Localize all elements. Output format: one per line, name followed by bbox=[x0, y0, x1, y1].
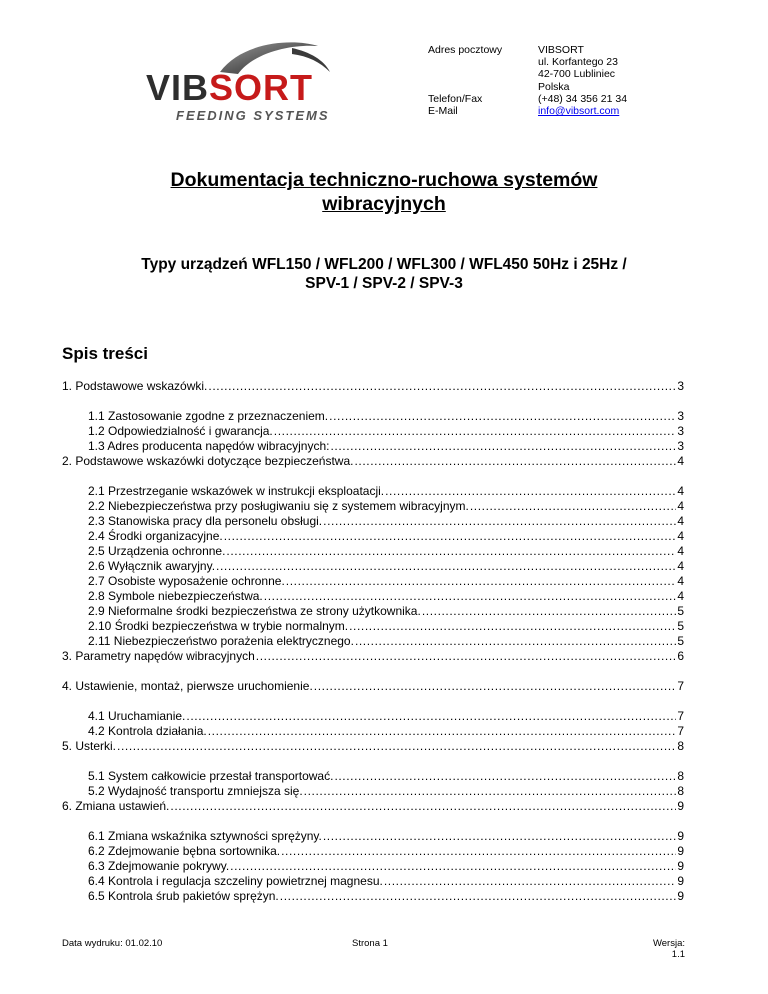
toc-entry[interactable] bbox=[88, 859, 684, 874]
toc-entry[interactable] bbox=[88, 874, 684, 889]
document-title bbox=[80, 168, 688, 216]
toc-entry-page: 4 bbox=[677, 454, 684, 468]
toc-entry-page: 4 bbox=[677, 529, 684, 543]
toc-entry-page: 4 bbox=[677, 499, 684, 513]
toc-entry-page: 4 bbox=[677, 589, 684, 603]
toc-entry-page: 7 bbox=[677, 709, 684, 723]
toc-entry-title: 6.2 Zdejmowanie bębna sortownika. bbox=[88, 844, 281, 858]
toc-entry-title: 3. Parametry napędów wibracyjnych bbox=[62, 649, 255, 663]
toc-entry-page: 3 bbox=[677, 424, 684, 438]
toc-entry-title: 2.6 Wyłącznik awaryjny. bbox=[88, 559, 216, 573]
toc-entry[interactable] bbox=[62, 739, 684, 754]
toc-entry[interactable] bbox=[88, 634, 684, 649]
subtitle-line: SPV-1 / SPV-2 / SPV-3 bbox=[305, 275, 463, 292]
address-line: ul. Korfantego 23 bbox=[538, 56, 618, 69]
toc-entry[interactable] bbox=[62, 679, 684, 694]
toc-entry[interactable] bbox=[88, 499, 684, 514]
toc-entry[interactable] bbox=[88, 574, 684, 589]
footer-page-number: Strona 1 bbox=[352, 938, 388, 949]
toc-entry[interactable] bbox=[88, 889, 684, 904]
toc-entry-page: 9 bbox=[677, 874, 684, 888]
toc-entry-page: 4 bbox=[677, 574, 684, 588]
toc-entry-title: 6. Zmiana ustawień. bbox=[62, 799, 170, 813]
logo-brand: VIBSORT bbox=[146, 67, 314, 108]
toc-entry-title: 6.3 Zdejmowanie pokrywy. bbox=[88, 859, 230, 873]
toc-entry[interactable] bbox=[88, 844, 684, 859]
toc-entry-page: 4 bbox=[677, 559, 684, 573]
toc-entry[interactable] bbox=[88, 544, 684, 559]
toc-entry-title: 1. Podstawowe wskazówki. bbox=[62, 379, 208, 393]
toc-entry-page: 7 bbox=[677, 679, 684, 693]
email-link[interactable]: info@vibsort.com bbox=[538, 105, 620, 118]
toc-entry-page: 7 bbox=[677, 724, 684, 738]
email-label: E-Mail bbox=[428, 105, 458, 117]
toc-entry[interactable] bbox=[88, 439, 684, 454]
toc-entry-page: 3 bbox=[677, 439, 684, 453]
logo-tagline: FEEDING SYSTEMS bbox=[176, 108, 330, 123]
toc-entry-title: 2.2 Niebezpieczeństwa przy posługiwaniu się z systemem wibracyjnym. bbox=[88, 499, 469, 513]
address-line: VIBSORT bbox=[538, 44, 584, 56]
toc-entry-title: 4.1 Uruchamianie. bbox=[88, 709, 186, 723]
toc-entry-title: 2.10 Środki bezpieczeństwa w trybie normalnym. bbox=[88, 619, 349, 633]
toc-entry-page: 4 bbox=[677, 484, 684, 498]
address-block bbox=[538, 44, 627, 117]
toc-entry-title: 5. Usterki. bbox=[62, 739, 117, 753]
address-label: Adres pocztowy bbox=[428, 44, 503, 56]
toc-entry[interactable] bbox=[88, 604, 684, 619]
toc-entry-page: 4 bbox=[677, 514, 684, 528]
toc-entry-title: 1.2 Odpowiedzialność i gwarancja. bbox=[88, 424, 273, 438]
toc-entry-page: 5 bbox=[677, 619, 684, 633]
toc-entry-title: 1.3 Adres producenta napędów wibracyjnych: bbox=[88, 439, 330, 453]
toc-entry-title: 2.5 Urządzenia ochronne. bbox=[88, 544, 226, 558]
vibsort-logo bbox=[142, 38, 356, 130]
toc-entry-title: 2.8 Symbole niebezpieczeństwa. bbox=[88, 589, 263, 603]
toc-entry-title: 2.4 Środki organizacyjne. bbox=[88, 529, 223, 543]
toc-entry[interactable] bbox=[88, 784, 684, 799]
toc-entry-page: 8 bbox=[677, 784, 684, 798]
toc-entry[interactable] bbox=[88, 484, 684, 499]
toc-entry-page: 3 bbox=[677, 379, 684, 393]
title-line: Dokumentacja techniczno-ruchowa systemów bbox=[170, 169, 598, 191]
title-line: wibracyjnych bbox=[322, 193, 446, 215]
subtitle-line: Typy urządzeń WFL150 / WFL200 / WFL300 / WFL450 50Hz i 25Hz / bbox=[141, 256, 627, 273]
toc-entry[interactable] bbox=[88, 424, 684, 439]
toc-entry[interactable] bbox=[62, 454, 684, 469]
footer-print-date: Data wydruku: 01.02.10 bbox=[62, 938, 163, 949]
toc-entry-title: 5.2 Wydajność transportu zmniejsza się. bbox=[88, 784, 303, 798]
address-line: Polska bbox=[538, 80, 570, 93]
toc-entry-title: 4.2 Kontrola działania. bbox=[88, 724, 207, 738]
toc-entry-page: 4 bbox=[677, 544, 684, 558]
toc-entry-page: 3 bbox=[677, 409, 684, 423]
toc-entry-page: 6 bbox=[677, 649, 684, 663]
toc-entry[interactable] bbox=[88, 589, 684, 604]
toc-entry-title: 1.1 Zastosowanie zgodne z przeznaczeniem. bbox=[88, 409, 329, 423]
toc-heading: Spis treści bbox=[62, 344, 148, 363]
toc-entry-page: 8 bbox=[677, 739, 684, 753]
toc-entry[interactable] bbox=[62, 649, 684, 664]
toc-entry-title: 6.4 Kontrola i regulacja szczeliny powietrznej magnesu. bbox=[88, 874, 383, 888]
toc-entry[interactable] bbox=[88, 829, 684, 844]
toc-entry-title: 2. Podstawowe wskazówki dotyczące bezpieczeństwa. bbox=[62, 454, 354, 468]
toc-entry-page: 9 bbox=[677, 844, 684, 858]
toc-entry-title: 5.1 System całkowicie przestał transportować. bbox=[88, 769, 334, 783]
toc-entry[interactable] bbox=[62, 799, 684, 814]
toc-entry[interactable] bbox=[62, 379, 684, 394]
footer-version: Wersja: 1.1 bbox=[652, 938, 685, 960]
toc-entry[interactable] bbox=[88, 529, 684, 544]
toc-entry-page: 8 bbox=[677, 769, 684, 783]
toc-entry-page: 9 bbox=[677, 799, 684, 813]
address-line: 42-700 Lubliniec bbox=[538, 68, 616, 81]
phone-value: (+48) 34 356 21 34 bbox=[538, 92, 628, 105]
toc-entry-title: 2.11 Niebezpieczeństwo porażenia elektrycznego. bbox=[88, 634, 354, 648]
toc-entry[interactable] bbox=[88, 709, 684, 724]
document-subtitle bbox=[70, 255, 698, 293]
phone-label: Telefon/Fax bbox=[428, 93, 483, 105]
toc-entry-title: 2.9 Nieformalne środki bezpieczeństwa ze strony użytkownika. bbox=[88, 604, 421, 618]
toc-entry[interactable] bbox=[88, 724, 684, 739]
toc-entry[interactable] bbox=[88, 514, 684, 529]
toc-entry-page: 9 bbox=[677, 829, 684, 843]
toc-entry-page: 5 bbox=[677, 604, 684, 618]
toc-entry-title: 4. Ustawienie, montaż, pierwsze uruchomienie. bbox=[62, 679, 313, 693]
toc-entry[interactable] bbox=[88, 409, 684, 424]
toc-entry-page: 5 bbox=[677, 634, 684, 648]
toc-entry-title: 2.7 Osobiste wyposażenie ochronne. bbox=[88, 574, 285, 588]
toc-entry-title: 2.3 Stanowiska pracy dla personelu obsługi. bbox=[88, 514, 323, 528]
toc-entry[interactable] bbox=[88, 619, 684, 634]
toc-entry-page: 9 bbox=[677, 859, 684, 873]
toc-entry-title: 6.5 Kontrola śrub pakietów sprężyn. bbox=[88, 889, 279, 903]
toc-entry-page: 9 bbox=[677, 889, 684, 903]
toc-entry-title: 6.1 Zmiana wskaźnika sztywności sprężyny. bbox=[88, 829, 322, 843]
toc-entry[interactable] bbox=[88, 769, 684, 784]
toc-entry-title: 2.1 Przestrzeganie wskazówek w instrukcji eksploatacji. bbox=[88, 484, 385, 498]
toc-entry[interactable] bbox=[88, 559, 684, 574]
